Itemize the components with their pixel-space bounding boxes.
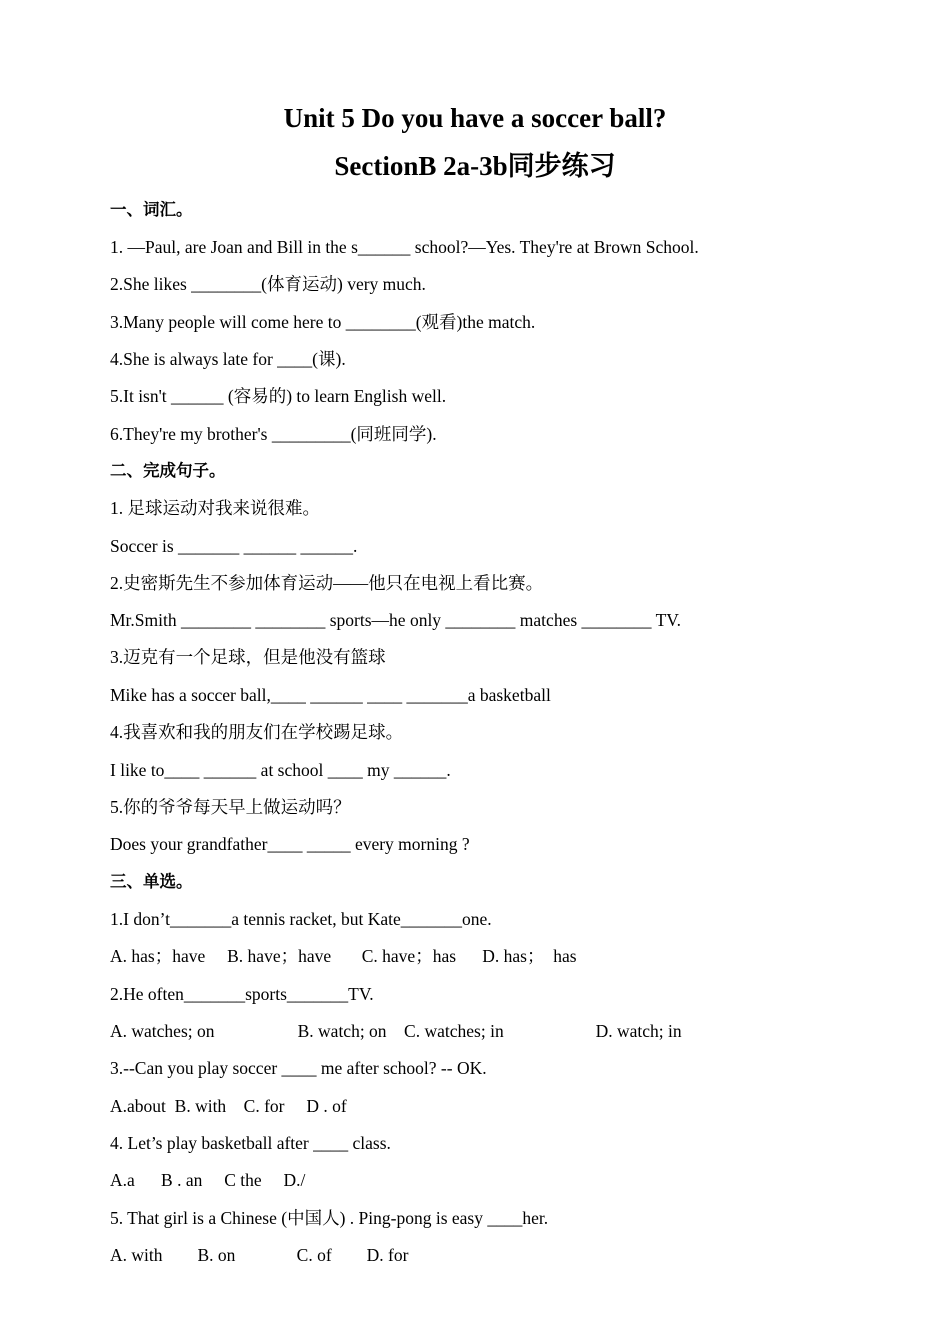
- question-line: 3.Many people will come here to ________(观看)the match.: [110, 312, 536, 332]
- question-line: Mr.Smith ________ ________ sports—he only ________ matches ________ TV.: [110, 610, 682, 630]
- question-line: 3.--Can you play soccer ____ me after school? -- OK.: [110, 1058, 487, 1078]
- question-line: 4.我喜欢和我的朋友们在学校踢足球。: [110, 722, 404, 742]
- options-line: A.about B. with C. for D . of: [110, 1096, 347, 1116]
- question-line: 3.迈克有一个足球，但是他没有篮球: [110, 647, 386, 667]
- question-line: 4. Let’s play basketball after ____ class.: [110, 1133, 391, 1153]
- question-line: 5.你的爷爷每天早上做运动吗？: [110, 797, 351, 817]
- question-line: 4.She is always late for ____(课).: [110, 349, 346, 369]
- page-title: Unit 5 Do you have a soccer ball?: [283, 103, 667, 133]
- question-line: 2.史密斯先生不参加体育运动——他只在电视上看比赛。: [110, 573, 544, 593]
- options-line: A.a B . an C the D./: [110, 1170, 306, 1190]
- question-line: Soccer is _______ ______ ______.: [110, 536, 358, 556]
- section-heading-multiple-choice: 三、单选。: [110, 872, 193, 891]
- options-line: A. with B. on C. of D. for: [110, 1245, 409, 1265]
- question-line: Mike has a soccer ball,____ ______ ____ _______a basketball: [110, 685, 551, 705]
- question-line: 5.It isn't ______ (容易的) to learn English well.: [110, 386, 447, 406]
- page-subtitle: SectionB 2a-3b同步练习: [334, 151, 616, 181]
- question-line: 2.She likes ________(体育运动) very much.: [110, 274, 426, 294]
- question-line: 1.I don’t_______a tennis racket, but Kate_______one.: [110, 909, 492, 929]
- options-line: A. watches; on B. watch; on C. watches; in D. watch; in: [110, 1021, 682, 1041]
- question-line: 1. —Paul, are Joan and Bill in the s______ school?—Yes. They're at Brown School.: [110, 237, 699, 257]
- section-heading-vocabulary: 一、词汇。: [110, 200, 193, 219]
- question-line: 5. That girl is a Chinese (中国人) . Ping-pong is easy ____her.: [110, 1208, 549, 1228]
- question-line: 2.He often_______sports_______TV.: [110, 984, 374, 1004]
- question-line: I like to____ ______ at school ____ my ______.: [110, 760, 451, 780]
- question-line: 6.They're my brother's _________(同班同学).: [110, 424, 437, 444]
- options-line: A. has；have B. have；have C. have；has D. has； has: [110, 946, 577, 966]
- section-heading-complete-sentences: 二、完成句子。: [110, 461, 226, 480]
- question-line: Does your grandfather____ _____ every morning ?: [110, 834, 470, 854]
- question-line: 1. 足球运动对我来说很难。: [110, 498, 320, 518]
